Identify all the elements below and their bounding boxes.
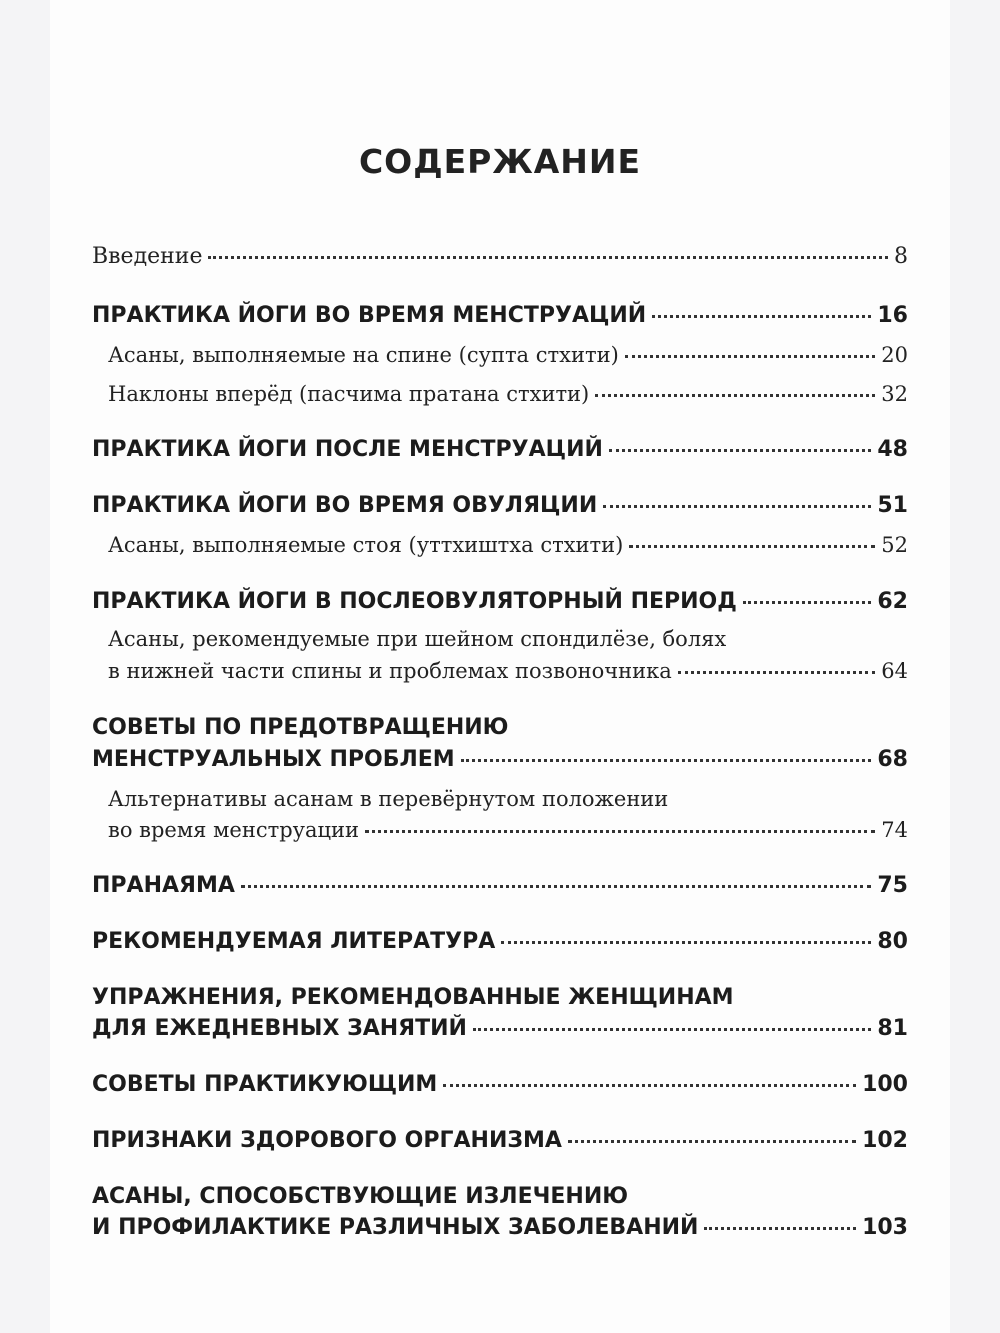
toc-entry-label: ПРАКТИКА ЙОГИ В ПОСЛЕОВУЛЯТОРНЫЙ ПЕРИОД (92, 589, 737, 614)
toc-entry-page: 20 (881, 343, 908, 367)
dot-leader (443, 1084, 856, 1087)
dot-leader (603, 505, 871, 508)
toc-entry-label: во время менструации (108, 818, 360, 842)
toc-entry-page: 68 (877, 747, 908, 772)
toc-entry-label: И ПРОФИЛАКТИКЕ РАЗЛИЧНЫХ ЗАБОЛЕВАНИЙ (92, 1215, 699, 1240)
toc-entry-label: Асаны, выполняемые на спине (супта стхити) (108, 343, 619, 367)
toc-entry-section (92, 493, 908, 518)
dot-leader (595, 394, 875, 397)
toc-entry-first-line: Альтернативы асанам в перевёрнутом положении (108, 787, 669, 811)
toc-entry-page: 75 (877, 873, 908, 898)
toc-entry-first-line: УПРАЖНЕНИЯ, РЕКОМЕНДОВАННЫЕ ЖЕНЩИНАМ (92, 985, 734, 1010)
toc-entry-page: 62 (877, 589, 908, 614)
toc-entry-page: 8 (894, 244, 908, 269)
dot-leader (609, 449, 871, 452)
toc-entry-label: ПРАКТИКА ЙОГИ ВО ВРЕМЯ ОВУЛЯЦИИ (92, 493, 598, 518)
page-title: СОДЕРЖАНИЕ (358, 142, 642, 181)
dot-leader (461, 759, 872, 762)
toc-entry-first-line: СОВЕТЫ ПО ПРЕДОТВРАЩЕНИЮ (92, 715, 509, 740)
toc-entry-section (92, 747, 908, 772)
toc-entry-section (92, 589, 908, 614)
toc-entry-page: 81 (877, 1016, 908, 1041)
toc-entry-section (92, 1128, 908, 1153)
toc-entry-first-line: Асаны, рекомендуемые при шейном спондилёзе, болях (108, 627, 727, 651)
dot-leader (629, 545, 875, 548)
dot-leader (568, 1140, 856, 1143)
toc-entry-subsection (108, 382, 908, 406)
toc-entry-page: 80 (877, 929, 908, 954)
toc-entry-label: ПРАКТИКА ЙОГИ ПОСЛЕ МЕНСТРУАЦИЙ (92, 437, 603, 462)
toc-entry-label: МЕНСТРУАЛЬНЫХ ПРОБЛЕМ (92, 747, 455, 772)
toc-entry-page: 102 (862, 1128, 908, 1153)
toc-entry-section (92, 1215, 908, 1240)
toc-entry-label: ПРАКТИКА ЙОГИ ВО ВРЕМЯ МЕНСТРУАЦИЙ (92, 303, 647, 328)
toc-entry-label: ДЛЯ ЕЖЕДНЕВНЫХ ЗАНЯТИЙ (92, 1016, 467, 1041)
toc-entry-section (92, 303, 908, 328)
dot-leader (473, 1028, 871, 1031)
dot-leader (704, 1227, 856, 1230)
dot-leader (208, 256, 888, 259)
toc-entry-section (92, 1016, 908, 1041)
toc-entry-section (92, 1072, 908, 1097)
dot-leader (501, 941, 871, 944)
toc-entry-section (92, 873, 908, 898)
toc-entry-page: 48 (877, 437, 908, 462)
dot-leader (652, 315, 871, 318)
toc-entry-page: 103 (862, 1215, 908, 1240)
dot-leader (625, 355, 875, 358)
toc-entry-first-line: АСАНЫ, СПОСОБСТВУЮЩИЕ ИЗЛЕЧЕНИЮ (92, 1184, 629, 1209)
toc-entry-introduction (92, 244, 908, 269)
toc-entry-section (92, 437, 908, 462)
toc-entry-page: 52 (881, 533, 908, 557)
toc-entry-page: 100 (862, 1072, 908, 1097)
toc-entry-page: 32 (881, 382, 908, 406)
toc-entry-label: в нижней части спины и проблемах позвоночника (108, 659, 672, 683)
toc-entry-label: РЕКОМЕНДУЕМАЯ ЛИТЕРАТУРА (92, 929, 496, 954)
toc-entry-label: Введение (92, 244, 203, 269)
dot-leader (365, 830, 875, 833)
dot-leader (241, 885, 872, 888)
toc-entry-subsection (108, 659, 908, 683)
toc-entry-page: 51 (877, 493, 908, 518)
toc-entry-subsection (108, 343, 908, 367)
toc-entry-label: Наклоны вперёд (пасчима пратана стхити) (108, 382, 590, 406)
toc-entry-label: ПРАНАЯМА (92, 873, 235, 898)
toc-entry-page: 16 (877, 303, 908, 328)
toc-entry-subsection (108, 818, 908, 842)
toc-entry-page: 64 (881, 659, 908, 683)
toc-entry-label: СОВЕТЫ ПРАКТИКУЮЩИМ (92, 1072, 438, 1097)
toc-entry-page: 74 (881, 818, 908, 842)
toc-entry-subsection (108, 533, 908, 557)
toc-entry-section (92, 929, 908, 954)
dot-leader (678, 671, 876, 674)
toc-entry-label: Асаны, выполняемые стоя (уттхиштха стхити) (108, 533, 624, 557)
dot-leader (743, 601, 872, 604)
toc-entry-label: ПРИЗНАКИ ЗДОРОВОГО ОРГАНИЗМА (92, 1128, 562, 1153)
